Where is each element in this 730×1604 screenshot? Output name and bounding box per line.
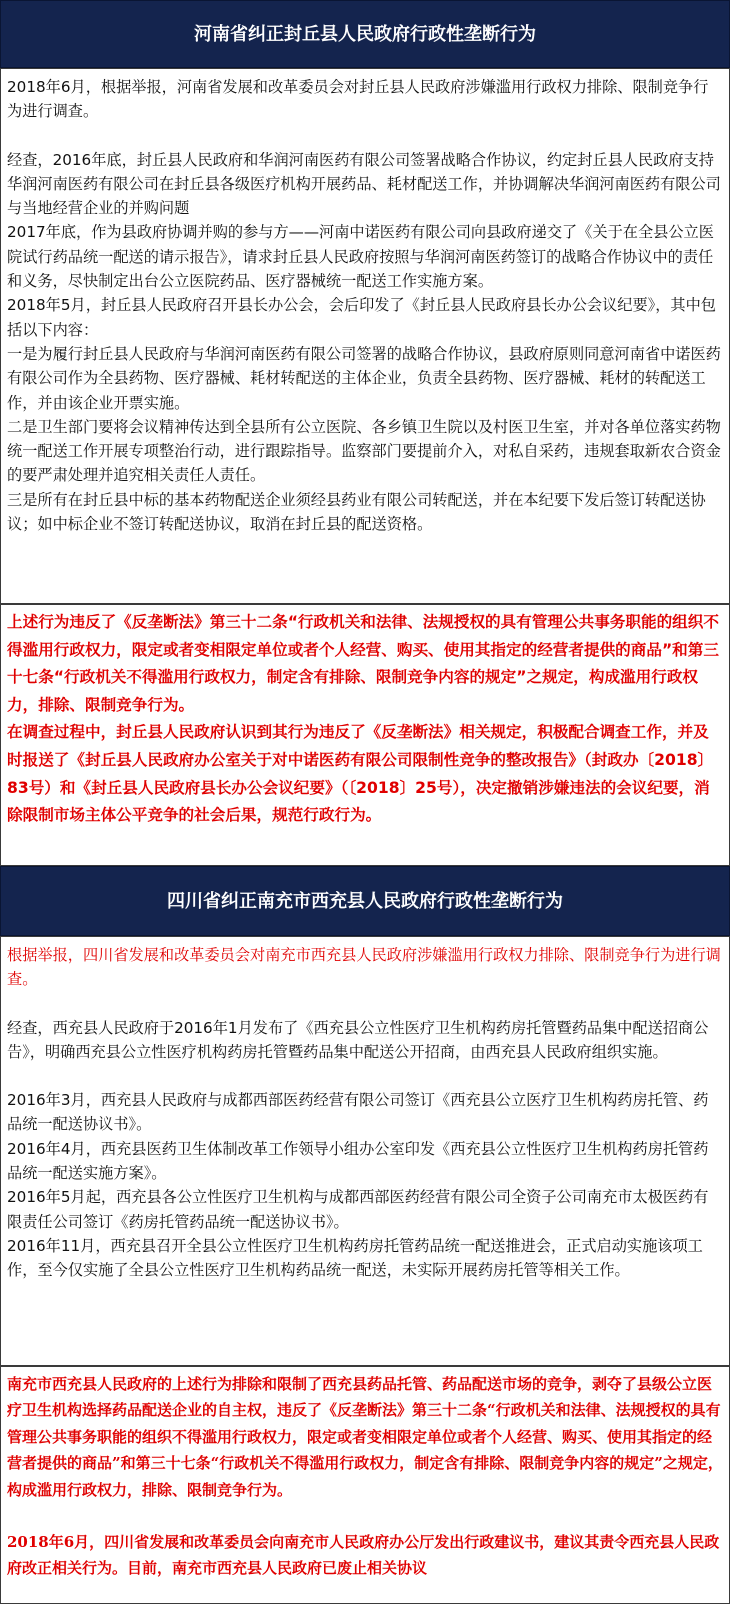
- section2-fact-3: 2016年3月，西充县人民政府与成都西部医药经营有限公司签订《西充县公立医疗卫生机构药房托管、药品统一配送协议书》。: [7, 1091, 709, 1134]
- section2-fact-6: 2016年11月，西充县召开全县公立性医疗卫生机构药房托管药品统一配送推进会，正式启动实施该项工作，至今仅实施了全县公立性医疗卫生机构药品统一配送，未实际开展药房托管等相关工作。: [7, 1236, 703, 1280]
- paragraph-spacer: [7, 124, 723, 148]
- section2-facts-box: [0, 936, 730, 1366]
- section2-title: 四川省纠正南充市西充县人民政府行政性垄断行为: [167, 891, 563, 912]
- section1-conclusion-1: 上述行为违反了《反垄断法》第三十二条“行政机关和法律、法规授权的具有管理公共事务职能的组织不得滥用行政权力，限定或者变相限定单位或者个人经营、购买、使用其指定的经营者提供的商品”和第三十七条“行政机关不得滥用行政权力，制定含有排除、限制竞争内容的规定”之规定，构成滥用行政权力，排除、限制竞争行为。: [7, 613, 719, 714]
- paragraph-spacer: [7, 1503, 723, 1529]
- section1-title-banner: [0, 0, 730, 68]
- section1-fact-6: 二是卫生部门要将会议精神传达到全县所有公立医院、各乡镇卫生院以及村医卫生室，并对各单位落实药物统一配送工作开展专项整治行动，进行跟踪指导。监察部门要提前介入，对私自采药，违规套取新农合资金的要严肃处理并追究相关责任人责任。: [7, 417, 721, 485]
- section1-title: 河南省纠正封丘县人民政府行政性垄断行为: [194, 24, 536, 45]
- section2-fact-2: 经查，西充县人民政府于2016年1月发布了《西充县公立性医疗卫生机构药房托管暨药品集中配送招商公告》，明确西充县公立性医疗机构药房托管暨药品集中配送公开招商，由西充县人民政府组织实施。: [7, 1018, 709, 1061]
- section1-conclusion-box: [0, 604, 730, 866]
- section2-fact-1: 根据举报，四川省发展和改革委员会对南充市西充县人民政府涉嫌滥用行政权力排除、限制竞争行为进行调查。: [7, 946, 721, 989]
- section1-fact-1: 2018年6月，根据举报，河南省发展和改革委员会对封丘县人民政府涉嫌滥用行政权力排除、限制竞争行为进行调查。: [7, 78, 709, 121]
- section2-conclusion-2: 2018年6月，四川省发展和改革委员会向南充市人民政府办公厅发出行政建议书，建议其责令西充县人民政府改正相关行为。目前，南充市西充县人民政府已废止相关协议: [7, 1533, 720, 1578]
- section2-conclusion-box: [0, 1366, 730, 1604]
- section2-fact-4: 2016年4月，西充县医药卫生体制改革工作领导小组办公室印发《西充县公立性医疗卫生机构药房托管药品统一配送实施方案》。: [7, 1139, 709, 1183]
- section2-fact-5: 2016年5月起，西充县各公立性医疗卫生机构与成都西部医药经营有限公司全资子公司南充市太极医药有限责任公司签订《药房托管药品统一配送协议书》。: [7, 1188, 709, 1231]
- section2-conclusion-1: 南充市西充县人民政府的上述行为排除和限制了西充县药品托管、药品配送市场的竞争，剥夺了县级公立医疗卫生机构选择药品配送企业的自主权，违反了《反垄断法》第三十二条“行政机关和法律、法规授权的具有管理公共事务职能的组织不得滥用行政权力，限定或者变相限定单位或者个人经营、购买、使用其指定的经营者提供的商品”和第三十七条“行政机关不得滥用行政权力，制定含有排除、限制竞争内容的规定”之规定，构成滥用行政权力，排除、限制竞争行为。: [7, 1375, 723, 1499]
- section1-fact-3: 2017年底，作为县政府协调并购的参与方——河南中诺医药有限公司向县政府递交了《关于在全县公立医院试行药品统一配送的请示报告》，请求封丘县人民政府按照与华润河南医药签订的战略合作协议中的责任和义务，尽快制定出台公立医院药品、医疗器械统一配送工作实施方案。: [7, 223, 714, 291]
- section1-facts-box: [0, 68, 730, 604]
- paragraph-spacer: [7, 992, 723, 1016]
- section1-conclusion-2: 在调查过程中，封丘县人民政府认识到其行为违反了《反垄断法》相关规定，积极配合调查工作，并及时报送了《封丘县人民政府办公室关于对中诺医药有限公司限制性竞争的整改报告》（封政办〔2018〕83号）和《封丘县人民政府县长办公会议纪要》（〔2018〕25号），决定撤销涉嫌违法的会议纪要，消除限制市场主体公平竞争的社会后果，规范行政行为。: [7, 723, 714, 825]
- paragraph-spacer: [7, 1064, 723, 1088]
- section1-fact-2: 经查，2016年底，封丘县人民政府和华润河南医药有限公司签署战略合作协议，约定封丘县人民政府支持华润河南医药有限公司在封丘县各级医疗机构开展药品、耗材配送工作，并协调解决华润河南医药有限公司与当地经营企业的并购问题: [7, 150, 721, 218]
- section1-fact-7: 三是所有在封丘县中标的基本药物配送企业须经县药业有限公司转配送，并在本纪要下发后签订转配送协议；如中标企业不签订转配送协议，取消在封丘县的配送资格。: [7, 490, 706, 534]
- section1-fact-4: 2018年5月，封丘县人民政府召开县长办公会，会后印发了《封丘县人民政府县长办公会议纪要》，其中包括以下内容：: [7, 296, 716, 339]
- section2-title-banner: [0, 866, 730, 936]
- section1-fact-5: 一是为履行封丘县人民政府与华润河南医药有限公司签署的战略合作协议，县政府原则同意河南省中诺医药有限公司作为全县药物、医疗器械、耗材转配送的主体企业，负责全县药物、医疗器械、耗材的转配送工作，并由该企业开票实施。: [7, 344, 721, 412]
